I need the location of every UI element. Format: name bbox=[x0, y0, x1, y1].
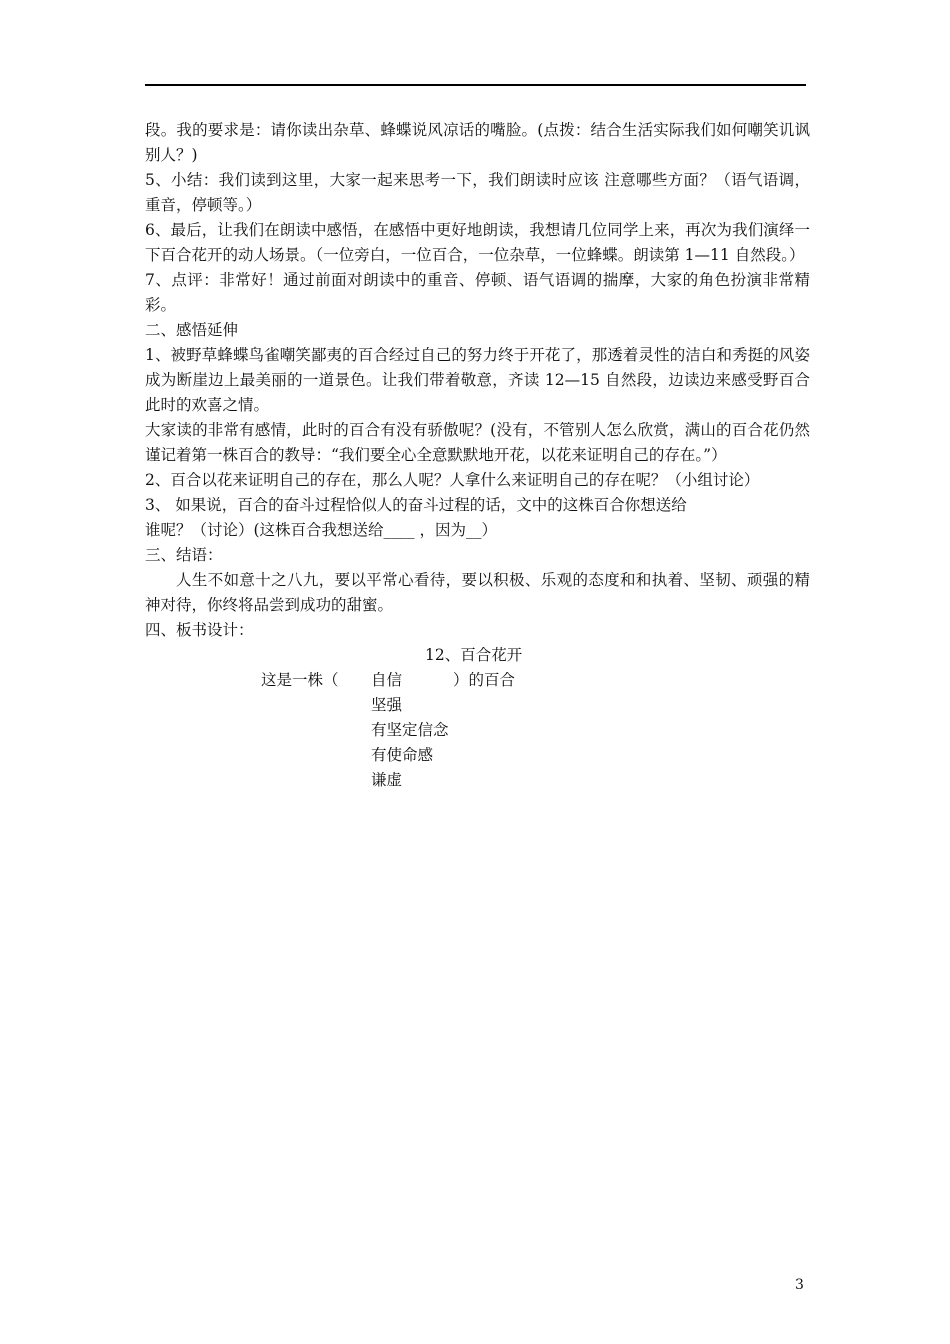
board-title: 12、百合花开 bbox=[425, 646, 523, 664]
board-suffix: ）的百合 bbox=[453, 671, 516, 689]
board-item: 自信 bbox=[371, 671, 403, 689]
page-number: 3 bbox=[795, 1277, 804, 1293]
section-heading: 三、结语： bbox=[145, 546, 223, 564]
paragraph: 7、点评：非常好！通过前面对朗读中的重音、停顿、语气语调的揣摩，大家的角色扮演非常精彩。 bbox=[145, 271, 810, 314]
board-item: 有坚定信念 bbox=[371, 721, 449, 739]
paragraph: 5、小结：我们读到这里，大家一起来思考一下，我们朗读时应该 注意哪些方面？（语气语调，重音，停顿等。） bbox=[145, 171, 810, 214]
paragraph: 谁呢？（讨论）(这株百合我想送给____ ，因为__） bbox=[145, 521, 497, 539]
paragraph: 6、最后，让我们在朗读中感悟，在感悟中更好地朗读，我想请几位同学上来，再次为我们演绎一下百合花开的动人场景。（一位旁白，一位百合，一位杂草，一位蜂蝶。朗读第 1—11 自然段。） bbox=[145, 221, 810, 264]
board-item: 坚强 bbox=[371, 696, 403, 714]
board-item: 谦虚 bbox=[371, 771, 403, 789]
paragraph: 3、 如果说，百合的奋斗过程恰似人的奋斗过程的话，文中的这株百合你想送给 bbox=[145, 496, 687, 514]
paragraph: 人生不如意十之八九，要以平常心看待，要以积极、乐观的态度和和执着、坚韧、顽强的精神对待，你终将品尝到成功的甜蜜。 bbox=[145, 571, 810, 614]
board-prefix: 这是一株（ bbox=[261, 671, 339, 689]
paragraph: 大家读的非常有感情，此时的百合有没有骄傲呢？(没有，不管别人怎么欣赏，满山的百合花仍然谨记着第一株百合的教导：“我们要全心全意默默地开花，以花来证明自己的存在。”） bbox=[145, 421, 810, 464]
header-rule bbox=[145, 84, 806, 86]
paragraph: 段。我的要求是：请你读出杂草、蜂蝶说风凉话的嘴脸。(点拨：结合生活实际我们如何嘲笑讥讽别人？) bbox=[145, 121, 810, 164]
section-heading: 二、感悟延伸 bbox=[145, 321, 239, 339]
section-heading: 四、板书设计： bbox=[145, 621, 254, 639]
paragraph: 1、被野草蜂蝶鸟雀嘲笑鄙夷的百合经过自己的努力终于开花了，那透着灵性的洁白和秀挺的风姿成为断崖边上最美丽的一道景色。让我们带着敬意，齐读 12—15 自然段，边读边来感受野百合此时的欢喜之情。 bbox=[145, 346, 810, 414]
document-body bbox=[145, 118, 810, 789]
board-item: 有使命感 bbox=[371, 746, 434, 764]
blackboard-design bbox=[145, 643, 810, 789]
paragraph: 2、百合以花来证明自己的存在，那么人呢？人拿什么来证明自己的存在呢？（小组讨论） bbox=[145, 471, 760, 489]
